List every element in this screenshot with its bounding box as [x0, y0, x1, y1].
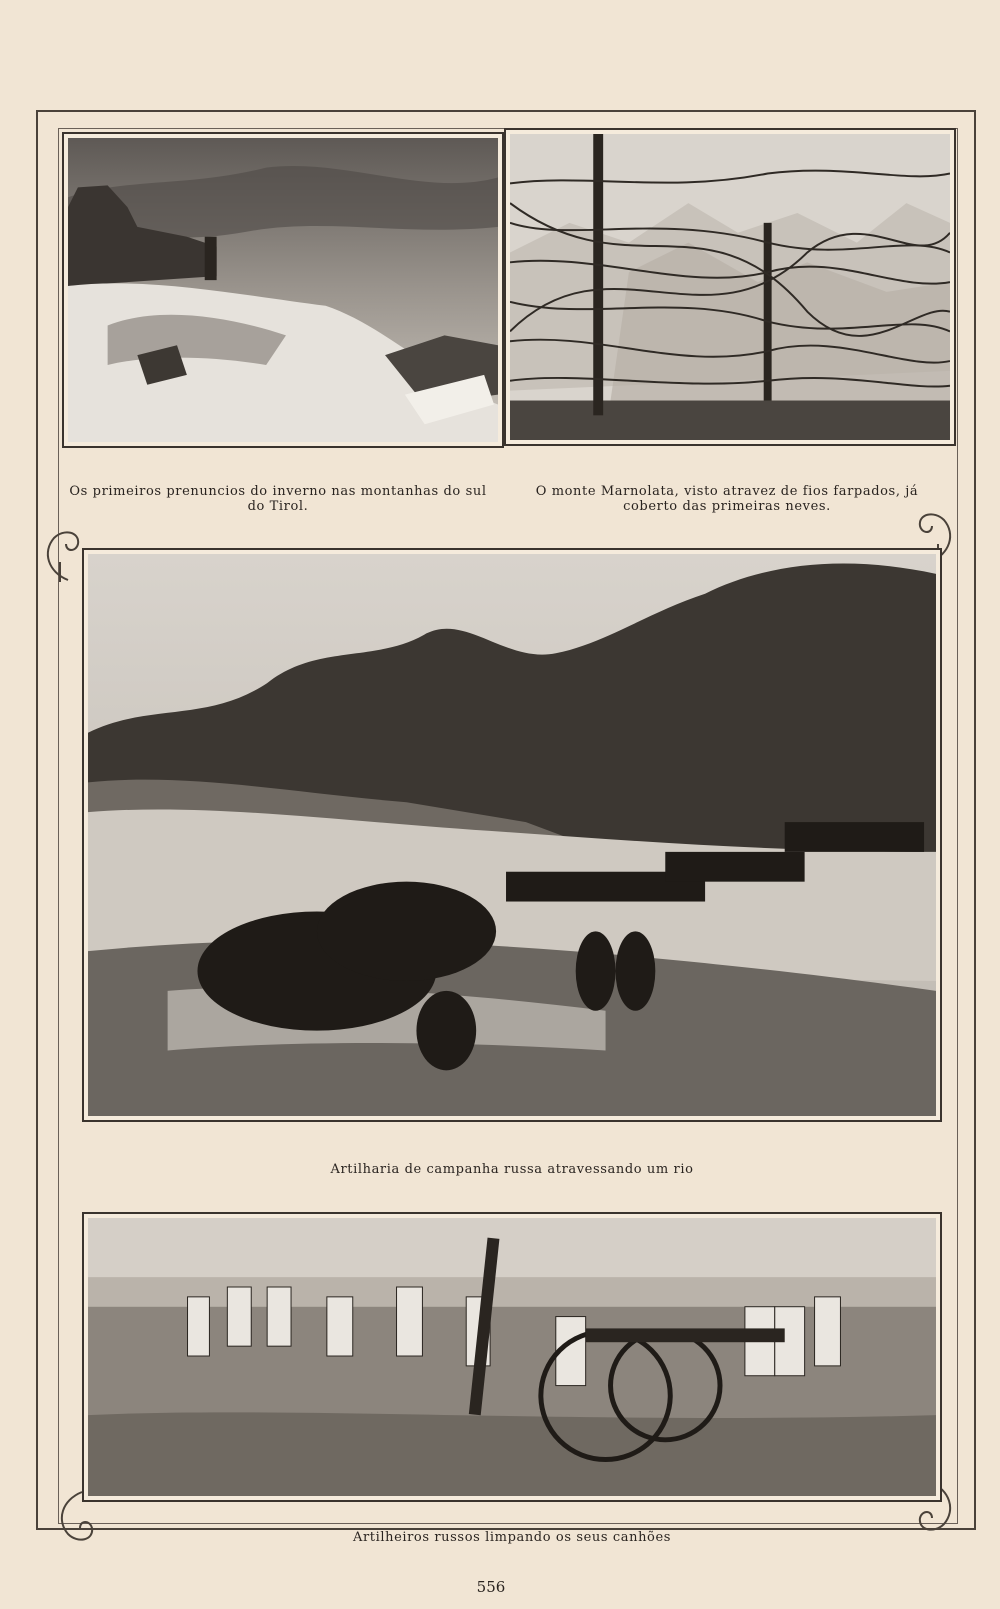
photo-barbed-wire [510, 134, 950, 440]
caption-winter-mountains: Os primeiros prenuncios do inverno nas montanhas do sul do Tirol. [69, 484, 487, 514]
caption-barbed-wire: O monte Marnolata, visto atravez de fios farpados, já coberto das primeiras neves. [535, 484, 919, 514]
caption-gunners: Artilheiros russos limpando os seus canhões [352, 1530, 672, 1545]
photo-frame-artillery-river [82, 548, 942, 1122]
caption-artillery-river: Artilharia de campanha russa atravessando um rio [330, 1162, 694, 1177]
photo-winter-mountains [68, 138, 498, 442]
photo-frame-gunners [82, 1212, 942, 1502]
page-number: 556 [476, 1578, 506, 1596]
photo-frame-barbed-wire [504, 128, 956, 446]
photo-artillery-river [88, 554, 936, 1116]
ornament-left-top [38, 522, 88, 582]
photo-gunners [88, 1218, 936, 1496]
photo-frame-winter-mountains [62, 132, 504, 448]
